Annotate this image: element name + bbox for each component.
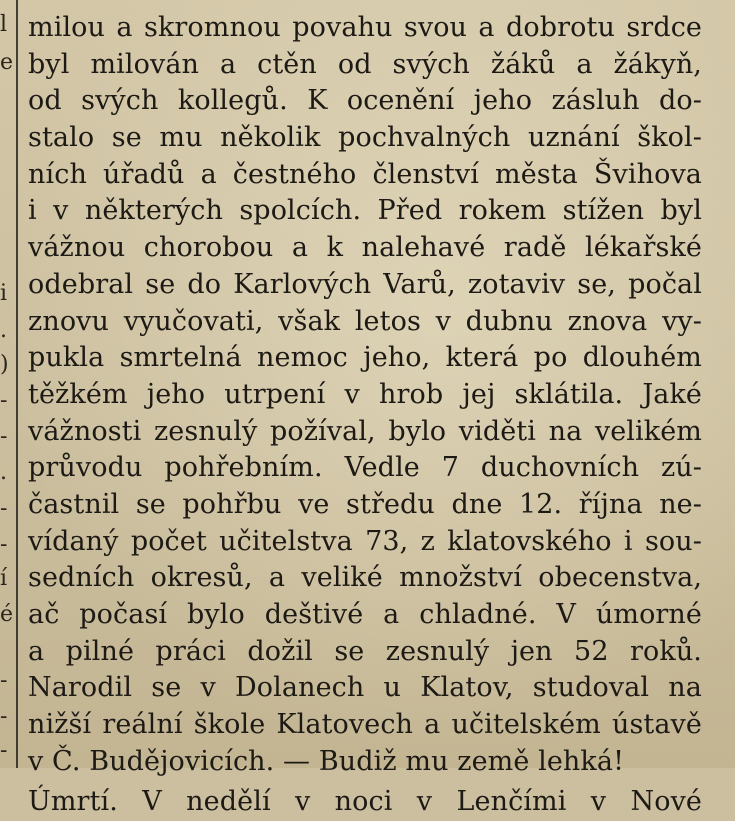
- margin-mark: -: [0, 738, 8, 763]
- margin-mark: -: [0, 496, 8, 521]
- text-line: nižší reální škole Klatovech a učitelském ústavě: [28, 709, 702, 741]
- previous-column-edge: [0, 0, 14, 768]
- margin-mark: -: [0, 532, 8, 557]
- text-line: v Č. Budějovicích. — Budiž mu země lehká!: [28, 745, 625, 777]
- margin-mark: .: [0, 460, 7, 485]
- text-line: častnil se pohřbu ve středu dne 12. října ne-: [28, 488, 702, 520]
- margin-mark: l: [0, 12, 8, 37]
- margin-mark: -: [0, 668, 8, 693]
- cut-off-line: [28, 780, 702, 818]
- text-line: Narodil se v Dolanech u Klatov, studoval na: [28, 672, 702, 704]
- margin-mark: i: [0, 281, 8, 306]
- margin-mark: e: [0, 50, 14, 75]
- text-line: ač počasí bylo deštivé a chladné. V úmorné: [28, 599, 702, 630]
- column-rule: [16, 0, 18, 768]
- margin-mark: .: [0, 318, 7, 343]
- text-line: milou a skromnou povahu svou a dobrotu srdce: [28, 12, 702, 43]
- text-line: průvodu pohřebním. Vedle 7 duchovních zú-: [28, 452, 702, 484]
- text-line: sedních okresů, a veliké množství obecenstva,: [28, 562, 702, 594]
- margin-mark: -: [0, 424, 8, 449]
- margin-mark: -: [0, 388, 8, 413]
- text-line: odebral se do Karlových Varů, zotaviv se, počal: [28, 268, 702, 300]
- margin-mark: -: [0, 704, 8, 729]
- margin-mark: é: [0, 602, 14, 627]
- cut-off-line-text: Úmrtí. V nedělí v noci v Lenčími v Nové: [28, 786, 702, 818]
- text-line: ních úřadů a čestného členství města Švihova: [28, 158, 702, 190]
- text-line: těžkém jeho utrpení v hrob jej sklátila. Jaké: [28, 378, 702, 410]
- text-line: vážnou chorobou a k nalehavé radě lékařské: [28, 232, 702, 264]
- margin-mark: í: [0, 566, 8, 591]
- text-line: a pilné práci dožil se zesnulý jen 52 roků.: [28, 635, 702, 667]
- text-line: vídaný počet učitelstva 73, z klatovského i sou-: [28, 525, 702, 557]
- text-line: pukla smrtelná nemoc jeho, která po dlouhém: [28, 342, 702, 374]
- text-line: stalo se mu několik pochvalných uznání škol-: [28, 122, 702, 154]
- article-column: [28, 10, 702, 818]
- text-line: byl milován a ctěn od svých žáků a žákyň,: [28, 48, 702, 80]
- text-line: vážnosti zesnulý požíval, bylo viděti na velikém: [28, 415, 702, 447]
- text-line: znovu vyučovati, však letos v dubnu znova vy-: [28, 305, 702, 337]
- margin-mark: ): [0, 352, 9, 377]
- text-line: i v některých spolcích. Před rokem stížen byl: [28, 195, 702, 227]
- text-line: od svých kollegů. K ocenění jeho zásluh do-: [28, 85, 702, 117]
